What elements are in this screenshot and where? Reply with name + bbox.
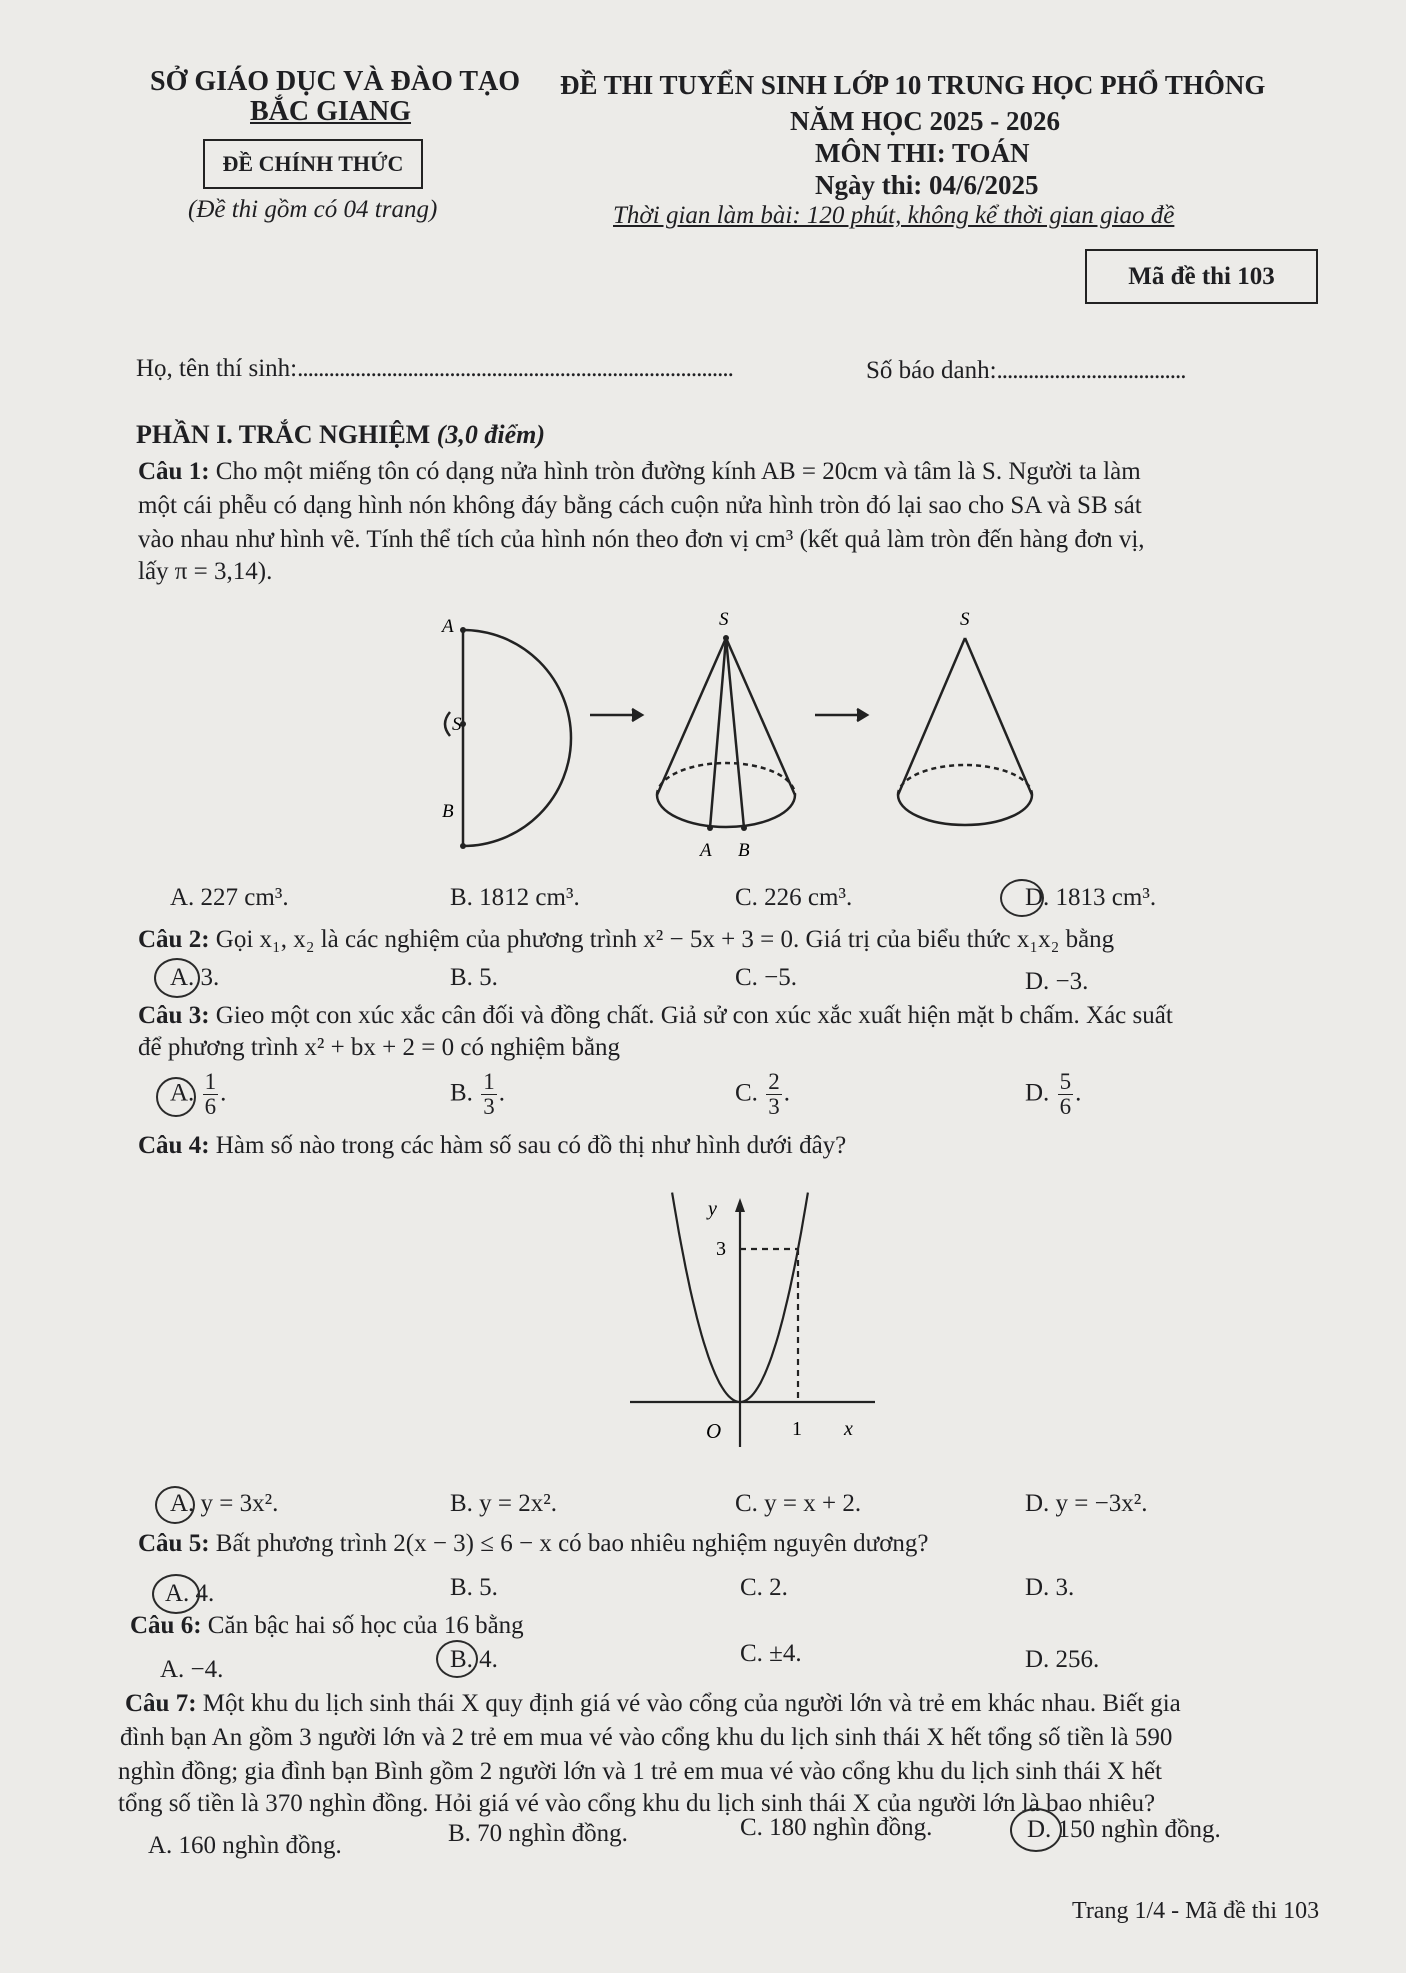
- q5-line: [138, 1530, 929, 1558]
- q7-text-line4: tổng số tiền là 370 nghìn đồng. Hỏi giá vé vào cổng khu du lịch sinh thái X của người lớn là bao nhiêu?: [118, 1790, 1156, 1817]
- q1-option-d[interactable]: D. 1813 cm³.: [1025, 884, 1157, 911]
- q1-figure: [420, 600, 1060, 870]
- q3-option-a-fraction: [203, 1070, 219, 1119]
- q7-answer-mark: [1010, 1808, 1062, 1852]
- q3-text-line2: để phương trình x² + bx + 2 = 0 có nghiệm bằng: [138, 1034, 621, 1061]
- q3-option-c[interactable]: C. $\frac{2}{3}$ .: [735, 1069, 790, 1120]
- q5-option-d[interactable]: D. 3.: [1025, 1574, 1075, 1601]
- q1-answer-mark: [1000, 879, 1044, 917]
- q4-label: Câu 4:: [138, 1132, 210, 1159]
- q1-option-b[interactable]: B. 1812 cm³.: [450, 884, 580, 911]
- q2-option-d[interactable]: D. −3.: [1025, 968, 1089, 995]
- cone2-label-S: S: [960, 609, 970, 630]
- q7-text-line3: nghìn đồng; gia đình bạn Bình gồm 2 người lớn và 1 trẻ em mua vé vào cổng khu du lịch sinh thái X hết: [118, 1758, 1163, 1785]
- cone2-left: [898, 638, 965, 795]
- q7-option-d[interactable]: D. 150 nghìn đồng.: [1027, 1816, 1221, 1843]
- q3-a-num: 1: [204, 1069, 217, 1094]
- q1-line1: [138, 458, 1141, 486]
- q6-option-c[interactable]: C. ±4.: [740, 1640, 802, 1667]
- graph-tick-1: 1: [792, 1418, 802, 1440]
- candidate-id-label: Số báo danh:: [866, 357, 997, 384]
- q3-option-a[interactable]: A. $\frac{1}{6}$ .: [170, 1069, 227, 1120]
- q3-option-d-fraction: [1058, 1070, 1074, 1119]
- exam-date: Ngày thi: 04/6/2025: [815, 170, 1039, 200]
- exam-title: ĐỀ THI TUYỂN SINH LỚP 10 TRUNG HỌC PHỔ THÔNG: [560, 70, 1266, 100]
- q7-label: Câu 7:: [125, 1690, 197, 1717]
- cone1-right: [726, 638, 795, 795]
- q3-option-d-letter: D.: [1025, 1079, 1050, 1107]
- q7-option-b[interactable]: B. 70 nghìn đồng.: [448, 1820, 628, 1847]
- q3-c-den: 3: [768, 1094, 780, 1120]
- cone2-right: [965, 638, 1032, 795]
- q4-text: Hàm số nào trong các hàm số sau có đồ thị như hình dưới đây?: [215, 1132, 847, 1159]
- q2-answer-mark: [154, 958, 200, 998]
- q2-text: Gọi x₁, x₂ là các nghiệm của phương trình x² − 5x + 3 = 0. Giá trị của biểu thức x₁x₂ bằng: [215, 926, 1115, 953]
- q3-option-b-letter: B.: [450, 1079, 473, 1107]
- q3-d-den: 6: [1059, 1094, 1072, 1120]
- duration: Thời gian làm bài: 120 phút, không kể thời gian giao đề: [613, 202, 1175, 229]
- q5-option-a[interactable]: A. 4.: [165, 1580, 215, 1607]
- q7-text-line2: đình bạn An gồm 3 người lớn và 2 trẻ em mua vé vào cổng khu du lịch sinh thái X hết tổng số tiền là 590: [120, 1724, 1173, 1751]
- q2-option-b[interactable]: B. 5.: [450, 964, 498, 991]
- candidate-name-label: Họ, tên thí sinh:: [136, 355, 298, 382]
- official-badge: [203, 139, 423, 189]
- page-footer: Trang 1/4 - Mã đề thi 103: [1072, 1898, 1320, 1924]
- section1-title: PHẦN I. TRẮC NGHIỆM: [136, 420, 431, 449]
- q1-option-c[interactable]: C. 226 cm³.: [735, 884, 853, 911]
- graph-tick-3: 3: [716, 1238, 726, 1260]
- q2-line: [138, 926, 1114, 954]
- section1-heading: [136, 420, 545, 450]
- q4-option-a[interactable]: A. y = 3x².: [170, 1490, 279, 1517]
- exam-code-box: [1085, 249, 1318, 304]
- q2-option-a[interactable]: A. 3.: [170, 964, 220, 991]
- q2-option-c[interactable]: C. −5.: [735, 964, 798, 991]
- q4-option-c[interactable]: C. y = x + 2.: [735, 1490, 862, 1517]
- q3-a-den: 6: [204, 1094, 217, 1120]
- candidate-id-dots[interactable]: ....................................: [996, 357, 1186, 384]
- q4-line: [138, 1132, 846, 1160]
- q1-text-line3: vào nhau như hình vẽ. Tính thể tích của hình nón theo đơn vị cm³ (kết quả làm tròn đến hàng đơn vị,: [138, 526, 1145, 553]
- q6-label: Câu 6:: [130, 1612, 202, 1639]
- q2-label: Câu 2:: [138, 926, 210, 953]
- q7-line1: [125, 1690, 1181, 1718]
- q6-answer-mark: [436, 1640, 478, 1678]
- candidate-name-row: [136, 355, 733, 383]
- q6-line: [130, 1612, 524, 1640]
- q1-text-line1: Cho một miếng tôn có dạng nửa hình tròn đường kính AB = 20cm và tâm là S. Người ta làm: [215, 458, 1141, 485]
- q6-option-d[interactable]: D. 256.: [1025, 1646, 1100, 1673]
- q7-option-a[interactable]: A. 160 nghìn đồng.: [148, 1832, 342, 1859]
- q5-label: Câu 5:: [138, 1530, 210, 1557]
- pages-note: (Đề thi gồm có 04 trang): [188, 196, 438, 223]
- cone2-base-front: [898, 795, 1032, 825]
- exam-code: Mã đề thi 103: [1128, 262, 1275, 290]
- cone1-label-A: A: [700, 840, 712, 861]
- candidate-name-dots[interactable]: ...................................................................................: [297, 355, 733, 382]
- q6-text: Căn bậc hai số học của 16 bằng: [207, 1612, 524, 1639]
- q5-option-b[interactable]: B. 5.: [450, 1574, 498, 1601]
- q3-option-d[interactable]: D. $\frac{5}{6}$ .: [1025, 1069, 1082, 1120]
- candidate-id-row: [866, 357, 1186, 385]
- q3-answer-mark: [156, 1077, 196, 1117]
- roll-arrow: [445, 712, 450, 736]
- q4-option-d[interactable]: D. y = −3x².: [1025, 1490, 1148, 1517]
- q6-option-a[interactable]: A. −4.: [160, 1656, 224, 1683]
- cone1-label-S: S: [719, 609, 729, 630]
- q7-option-c[interactable]: C. 180 nghìn đồng.: [740, 1814, 933, 1841]
- q1-text-line2: một cái phễu có dạng hình nón không đáy bằng cách cuộn nửa hình tròn đó lại sao cho SA và SB sát: [138, 492, 1142, 519]
- graph-x-label: x: [844, 1418, 853, 1440]
- q5-option-c[interactable]: C. 2.: [740, 1574, 788, 1601]
- cone1-base-front: [657, 795, 795, 827]
- fig-label-B: B: [442, 801, 454, 822]
- q4-graph: [600, 1185, 900, 1455]
- q7-text-line1: Một khu du lịch sinh thái X quy định giá vé vào cổng của người lớn và trẻ em khác nhau. Biết gia: [202, 1690, 1181, 1717]
- q3-c-num: 2: [768, 1069, 780, 1094]
- q5-answer-mark: [152, 1574, 200, 1614]
- dept-name: SỞ GIÁO DỤC VÀ ĐÀO TẠO: [150, 66, 521, 97]
- q6-option-b[interactable]: B. 4.: [450, 1646, 498, 1673]
- official-label: ĐỀ CHÍNH THỨC: [222, 151, 404, 176]
- q3-b-num: 1: [483, 1069, 495, 1094]
- q5-text: Bất phương trình 2(x − 3) ≤ 6 − x có bao nhiêu nghiệm nguyên dương?: [215, 1530, 929, 1557]
- q3-d-num: 5: [1059, 1069, 1072, 1094]
- q1-text-line4: lấy π = 3,14).: [138, 558, 273, 585]
- q3-option-b-fraction: [481, 1070, 497, 1119]
- cone1-label-B: B: [738, 840, 750, 861]
- q1-option-a[interactable]: A. 227 cm³.: [170, 884, 289, 911]
- graph-y-label: y: [708, 1198, 717, 1220]
- q1-label: Câu 1:: [138, 458, 210, 485]
- semicircle-arc: [463, 630, 571, 846]
- province-name: BẮC GIANG: [250, 96, 412, 127]
- section1-points: (3,0 điểm): [436, 420, 546, 449]
- school-year: NĂM HỌC 2025 - 2026: [790, 106, 1060, 136]
- q3-option-a-letter: A.: [170, 1079, 195, 1107]
- q4-answer-mark: [155, 1486, 195, 1524]
- fig-label-A: A: [442, 616, 454, 637]
- q3-line1: [138, 1002, 1173, 1030]
- q3-option-c-fraction: [766, 1070, 782, 1119]
- q3-label: Câu 3:: [138, 1002, 210, 1029]
- q3-option-c-letter: C.: [735, 1079, 758, 1107]
- graph-origin: O: [706, 1419, 722, 1443]
- fig-label-S: S: [452, 714, 462, 735]
- q3-text-line1: Gieo một con xúc xắc cân đối và đồng chất. Giả sử con xúc xắc xuất hiện mặt b chấm. Xác suất: [215, 1002, 1173, 1029]
- q3-option-b[interactable]: B. $\frac{1}{3}$ .: [450, 1069, 505, 1120]
- q4-option-b[interactable]: B. y = 2x².: [450, 1490, 558, 1517]
- q3-b-den: 3: [483, 1094, 495, 1120]
- subject: MÔN THI: TOÁN: [815, 138, 1030, 168]
